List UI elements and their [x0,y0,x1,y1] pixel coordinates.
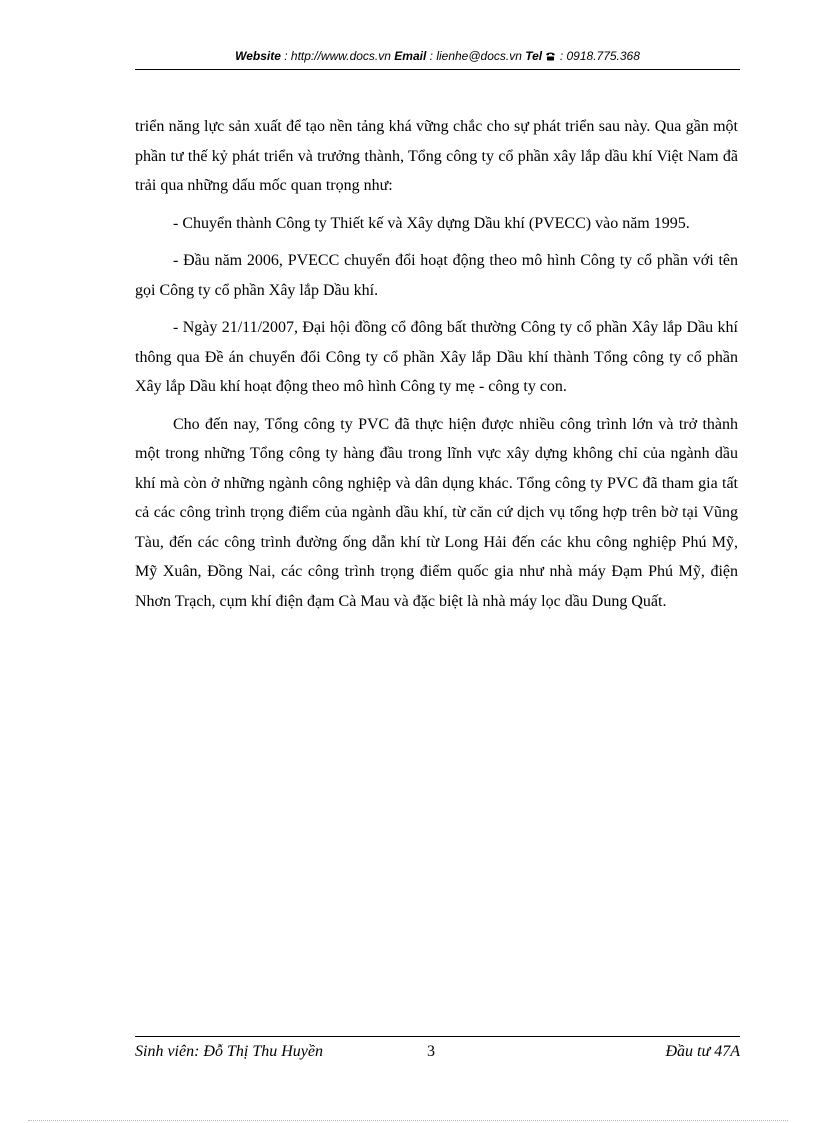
footer-class: Đầu tư 47A [665,1043,740,1060]
website-label: Website [235,49,281,63]
email-address[interactable]: lienhe@docs.vn [436,49,522,63]
website-separator: : [280,49,291,63]
paragraph-milestone-2006: - Đầu năm 2006, PVECC chuyển đổi hoạt động theo mô hình Công ty cổ phần với tên gọi Công ty cổ phần Xây lắp Dầu khí. [135,252,738,299]
document-body [135,112,738,624]
paragraph-achievements: Cho đến nay, Tổng công ty PVC đã thực hiện được nhiều công trình lớn và trở thành một trong những Tổng công ty hàng đầu trong lĩnh vực xây dựng không chỉ của ngành dầu khí mà còn ở những ngành công nghiệp và dân dụng khác. Tổng công ty PVC đã tham gia tất cả các công trình trọng điểm của ngành dầu khí, từ căn cứ dịch vụ tổng hợp trên bờ tại Vũng Tàu, đến các công trình đường ống dẫn khí từ Long Hải đến các khu công nghiệp Phú Mỹ, Mỹ Xuân, Đồng Nai, các công trình trọng điểm quốc gia như nhà máy Đạm Phú Mỹ, điện Nhơn Trạch, cụm khí điện đạm Cà Mau và đặc biệt là nhà máy lọc dầu Dung Quất. [135,415,738,610]
website-url[interactable]: http://www.docs.vn [290,49,391,63]
page-header [135,47,740,70]
tel-separator: : [556,49,567,63]
paragraph-milestone-2007: - Ngày 21/11/2007, Đại hội đồng cổ đông bất thường Công ty cổ phần Xây lắp Dầu khí thông qua Đề án chuyển đổi Công ty cổ phần Xây lắp Dầu khí thành Tổng công ty cổ phần Xây lắp Dầu khí hoạt động theo mô hình Công ty mẹ - công ty con. [135,319,738,395]
paragraph-milestone-1995: - Chuyển thành Công ty Thiết kế và Xây dựng Dầu khí (PVECC) vào năm 1995. [173,214,690,232]
email-label: Email [394,49,427,63]
page-bottom-edge [28,1120,788,1121]
email-separator: : [426,49,437,63]
footer-page-number: 3 [427,1043,435,1060]
tel-number: 0918.775.368 [566,49,640,63]
paragraph-continuation: triển năng lực sản xuất để tạo nền tảng khá vững chắc cho sự phát triển sau này. Qua gần một phần tư thế kỷ phát triển và trưởng thành, Tổng công ty cổ phần xây lắp dầu khí Việt Nam đã trải qua những dấu mốc quan trọng như: [135,118,738,194]
footer-student-name: Sinh viên: Đỗ Thị Thu Huyền [135,1043,323,1060]
tel-label: Tel [525,49,543,63]
phone-icon [545,47,556,65]
page-footer [135,1036,740,1064]
